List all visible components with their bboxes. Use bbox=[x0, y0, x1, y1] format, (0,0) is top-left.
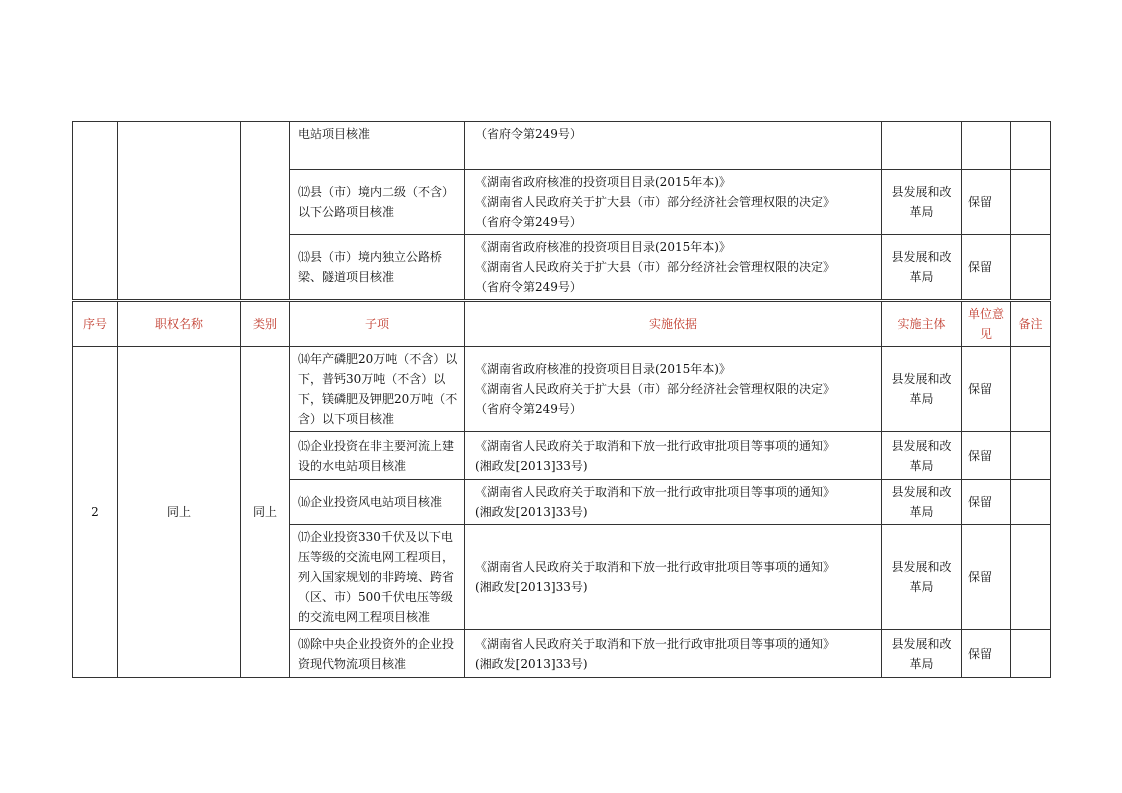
basis-cell bbox=[465, 170, 882, 235]
subject-cell: 县发展和改革局 bbox=[882, 480, 962, 525]
header-seq: 序号 bbox=[73, 302, 118, 347]
opinion-cell: 保留 bbox=[962, 432, 1011, 480]
subject-cell: 县发展和改革局 bbox=[882, 235, 962, 300]
header-remark: 备注 bbox=[1011, 302, 1051, 347]
header-opinion: 单位意见 bbox=[962, 302, 1011, 347]
sub-item-cell: ⒅除中央企业投资外的企业投资现代物流项目核准 bbox=[290, 630, 465, 678]
sub-item-cell: ⒃企业投资风电站项目核准 bbox=[290, 480, 465, 525]
header-category: 类别 bbox=[241, 302, 290, 347]
category-cell bbox=[241, 122, 290, 300]
category-cell: 同上 bbox=[241, 347, 290, 678]
remark-cell bbox=[1011, 480, 1051, 525]
opinion-cell: 保留 bbox=[962, 480, 1011, 525]
remark-cell bbox=[1011, 235, 1051, 300]
table-row bbox=[73, 122, 1051, 170]
basis-line: (湘政发[2013]33号) bbox=[475, 580, 588, 594]
remark-cell bbox=[1011, 347, 1051, 432]
basis-line: 《湖南省政府核准的投资项目目录(2015年本)》 bbox=[475, 175, 731, 189]
opinion-cell: 保留 bbox=[962, 235, 1011, 300]
basis-line: （省府令第249号） bbox=[475, 215, 582, 229]
opinion-cell bbox=[962, 122, 1011, 170]
basis-cell bbox=[465, 122, 882, 170]
sub-item-cell: ⒀县（市）境内独立公路桥梁、隧道项目核准 bbox=[290, 235, 465, 300]
seq-cell: 2 bbox=[73, 347, 118, 678]
header-basis: 实施依据 bbox=[465, 302, 882, 347]
basis-line: 《湖南省人民政府关于扩大县（市）部分经济社会管理权限的决定》 bbox=[475, 382, 836, 396]
name-cell bbox=[118, 122, 241, 300]
remark-cell bbox=[1011, 525, 1051, 630]
basis-line: (湘政发[2013]33号) bbox=[475, 505, 588, 519]
subject-cell: 县发展和改革局 bbox=[882, 525, 962, 630]
remark-cell bbox=[1011, 122, 1051, 170]
basis-line: (湘政发[2013]33号) bbox=[475, 458, 588, 473]
sub-item-cell: ⒁年产磷肥20万吨（不含）以下，普钙30万吨（不含）以下，镁磷肥及钾肥20万吨（不含）以下项目核准 bbox=[290, 347, 465, 432]
basis-cell bbox=[465, 235, 882, 300]
basis-line: 《湖南省人民政府关于扩大县（市）部分经济社会管理权限的决定》 bbox=[475, 195, 836, 209]
basis-cell bbox=[465, 480, 882, 525]
sub-item-cell: 电站项目核准 bbox=[290, 122, 465, 170]
continuation-table bbox=[72, 121, 1051, 300]
opinion-cell: 保留 bbox=[962, 170, 1011, 235]
header-sub-item: 子项 bbox=[290, 302, 465, 347]
basis-line: 《湖南省人民政府关于取消和下放一批行政审批项目等事项的通知》 bbox=[475, 560, 836, 574]
remark-cell bbox=[1011, 170, 1051, 235]
remark-cell bbox=[1011, 630, 1051, 678]
subject-cell: 县发展和改革局 bbox=[882, 630, 962, 678]
basis-cell bbox=[465, 347, 882, 432]
authority-table bbox=[72, 301, 1051, 678]
header-row bbox=[73, 302, 1051, 347]
header-name: 职权名称 bbox=[118, 302, 241, 347]
subject-cell: 县发展和改革局 bbox=[882, 432, 962, 480]
sub-item-cell: ⑿县（市）境内二级（不含）以下公路项目核准 bbox=[290, 170, 465, 235]
basis-cell bbox=[465, 525, 882, 630]
basis-cell bbox=[465, 432, 882, 480]
remark-cell bbox=[1011, 432, 1051, 480]
opinion-cell: 保留 bbox=[962, 525, 1011, 630]
basis-line: 《湖南省人民政府关于取消和下放一批行政审批项目等事项的通知》 bbox=[475, 438, 836, 453]
basis-line: 《湖南省政府核准的投资项目目录(2015年本)》 bbox=[475, 362, 731, 376]
basis-line: 《湖南省政府核准的投资项目目录(2015年本)》 bbox=[475, 240, 731, 254]
basis-line: （省府令第249号） bbox=[475, 402, 582, 416]
subject-cell: 县发展和改革局 bbox=[882, 347, 962, 432]
opinion-cell: 保留 bbox=[962, 630, 1011, 678]
basis-line: (湘政发[2013]33号) bbox=[475, 656, 588, 671]
opinion-cell: 保留 bbox=[962, 347, 1011, 432]
basis-cell bbox=[465, 630, 882, 678]
basis-line: 《湖南省人民政府关于扩大县（市）部分经济社会管理权限的决定》 bbox=[475, 260, 836, 274]
sub-item-cell: ⒂企业投资在非主要河流上建设的水电站项目核准 bbox=[290, 432, 465, 480]
table-row bbox=[73, 347, 1051, 432]
basis-line: （省府令第249号） bbox=[475, 280, 582, 294]
subject-cell bbox=[882, 122, 962, 170]
sub-item-cell: ⒄企业投资330千伏及以下电压等级的交流电网工程项目，列入国家规划的非跨境、跨省（区、市）500千伏电压等级的交流电网工程项目核准 bbox=[290, 525, 465, 630]
name-cell: 同上 bbox=[118, 347, 241, 678]
basis-line: （省府令第249号） bbox=[475, 127, 582, 141]
header-subject: 实施主体 bbox=[882, 302, 962, 347]
basis-line: 《湖南省人民政府关于取消和下放一批行政审批项目等事项的通知》 bbox=[475, 485, 836, 499]
basis-line: 《湖南省人民政府关于取消和下放一批行政审批项目等事项的通知》 bbox=[475, 636, 836, 651]
subject-cell: 县发展和改革局 bbox=[882, 170, 962, 235]
seq-cell bbox=[73, 122, 118, 300]
